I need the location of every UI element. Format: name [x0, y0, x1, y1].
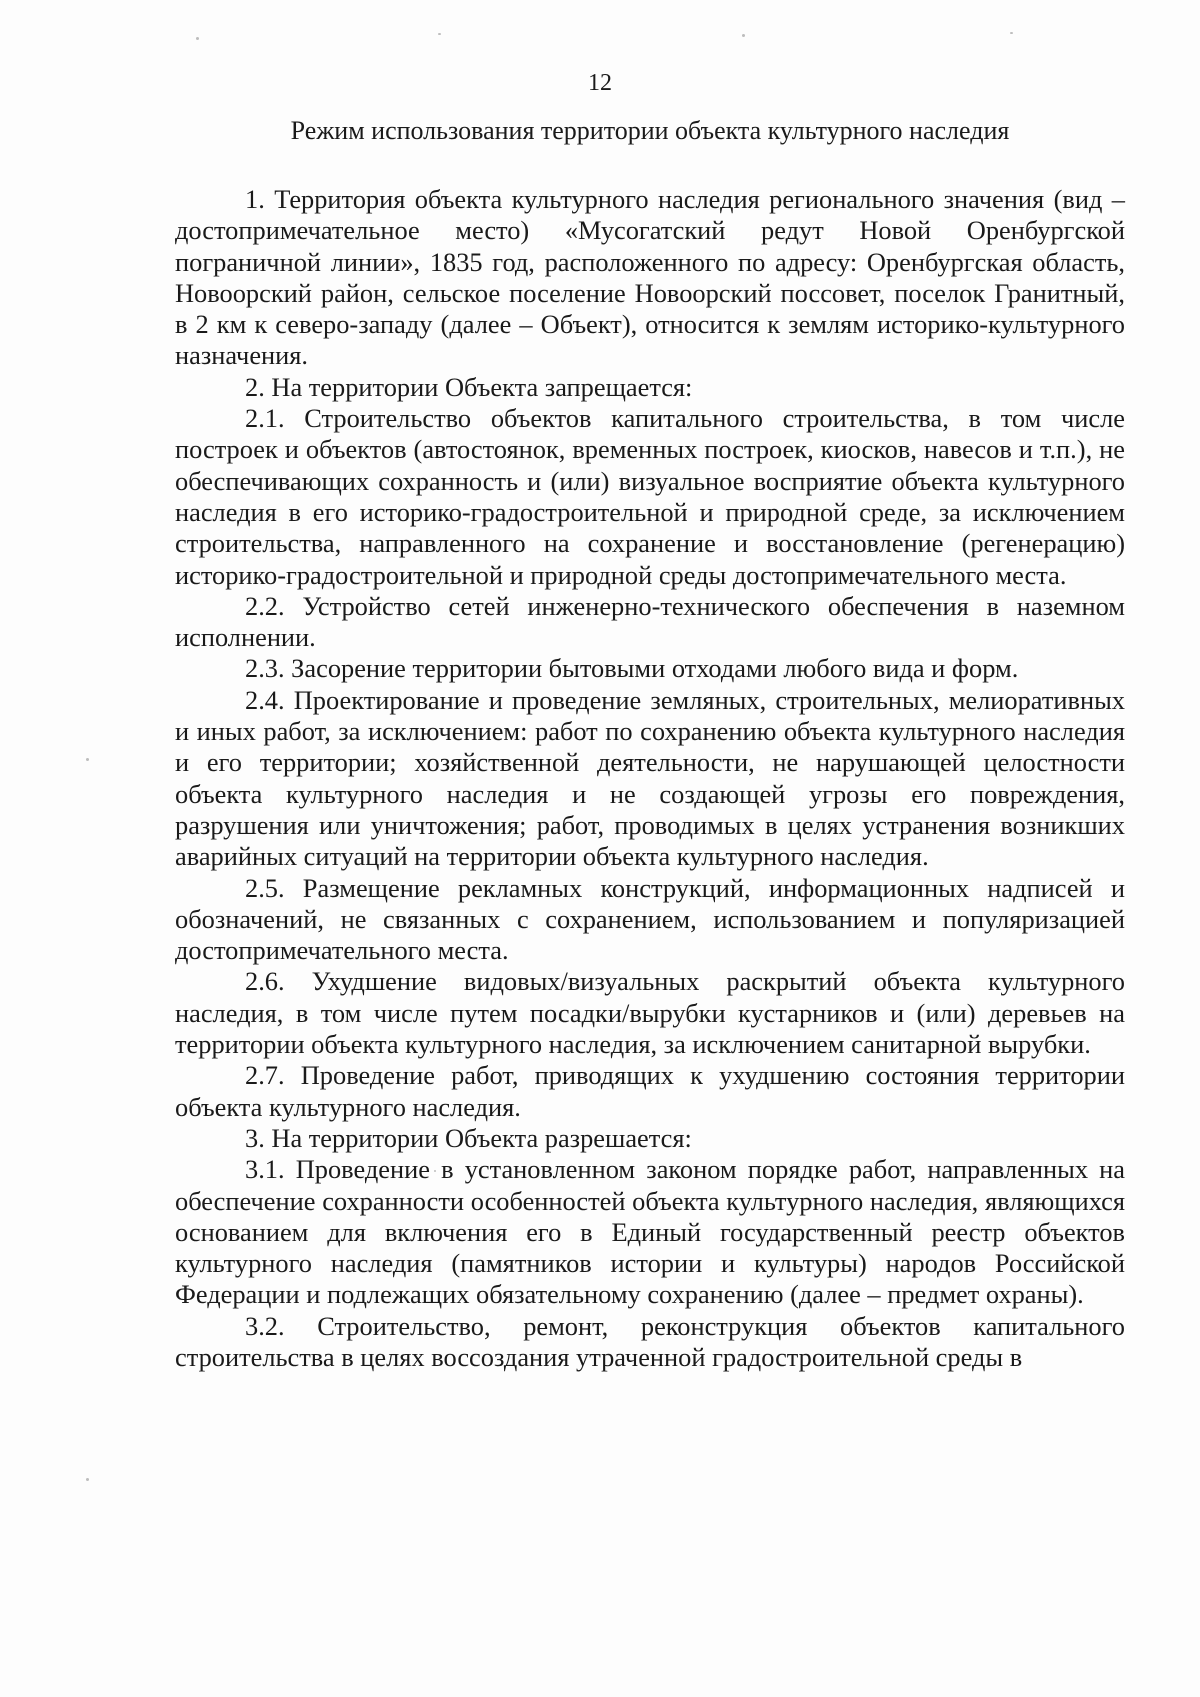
paragraph-2-3: 2.3. Засорение территории бытовыми отходами любого вида и форм.	[245, 653, 1019, 684]
paragraph-1: 1. Территория объекта культурного наследия регионального значения (вид – достопримечательное место) «Мусогатский редут Новой Оренбургской пограничной линии», 1835 год, расположенного по адресу: Оренбургская область, Новоорский район, сельское поселение Новоорский поссовет, поселок Гранитный, в 2 км к северо-западу (далее – Объект), относится к землям историко-культурного назначения.	[175, 184, 1125, 371]
scan-speck	[86, 758, 89, 761]
paragraph-2-5: 2.5. Размещение рекламных конструкций, информационных надписей и обозначений, не связанных с сохранением, использованием и популяризацией достопримечательного места.	[175, 872, 1125, 966]
document-body	[175, 184, 1125, 1373]
section-heading: Режим использования территории объекта культурного наследия	[290, 116, 1010, 145]
paragraph-3-2: 3.2. Строительство, ремонт, реконструкция объектов капитального строительства в целях воссоздания утраченной градостроительной среды в	[175, 1310, 1125, 1372]
scan-speck	[742, 34, 745, 37]
paragraph-2-2: 2.2. Устройство сетей инженерно-технического обеспечения в наземном исполнении.	[175, 590, 1125, 653]
paragraph-2: 2. На территории Объекта запрещается:	[245, 371, 693, 402]
page-number: 12	[588, 70, 612, 96]
scan-speck	[438, 33, 441, 35]
paragraph-2-1: 2.1. Строительство объектов капитального строительства, в том числе построек и объектов (автостоянок, временных построек, киосков, навесов и т.п.), не обеспечивающих сохранность и (или) визуальное восприятие объекта культурного наследия в его историко-градостроительной и природной среде, за исключением строительства, направленного на сохранение и восстановление (регенерацию) историко-градостроительной и природной среды достопримечательного места.	[175, 403, 1125, 590]
scan-speck	[196, 37, 199, 40]
scan-speck	[1010, 32, 1013, 34]
scan-speck	[86, 1478, 89, 1481]
paragraph-3: 3. На территории Объекта разрешается:	[245, 1122, 692, 1153]
paragraph-2-6: 2.6. Ухудшение видовых/визуальных раскрытий объекта культурного наследия, в том числе путем посадки/вырубки кустарников и (или) деревьев на территории объекта культурного наследия, за исключением санитарной вырубки.	[175, 966, 1125, 1060]
paragraph-2-4: 2.4. Проектирование и проведение земляных, строительных, мелиоративных и иных работ, за исключением: работ по сохранению объекта культурного наследия и его территории; хозяйственной деятельности, не нарушающей целостности объекта культурного наследия и не создающей угрозы его повреждения, разрушения или уничтожения; работ, проводимых в целях устранения возникших аварийных ситуаций на территории объекта культурного наследия.	[175, 684, 1125, 872]
paragraph-3-1: 3.1. Проведение в установленном законом порядке работ, направленных на обеспечение сохранности особенностей объекта культурного наследия, являющихся основанием для включения его в Единый государственный реестр объектов культурного наследия (памятников истории и культуры) народов Российской Федерации и подлежащих обязательному сохранению (далее – предмет охраны).	[175, 1154, 1125, 1310]
paragraph-2-7: 2.7. Проведение работ, приводящих к ухудшению состояния территории объекта культурного наследия.	[175, 1060, 1125, 1122]
